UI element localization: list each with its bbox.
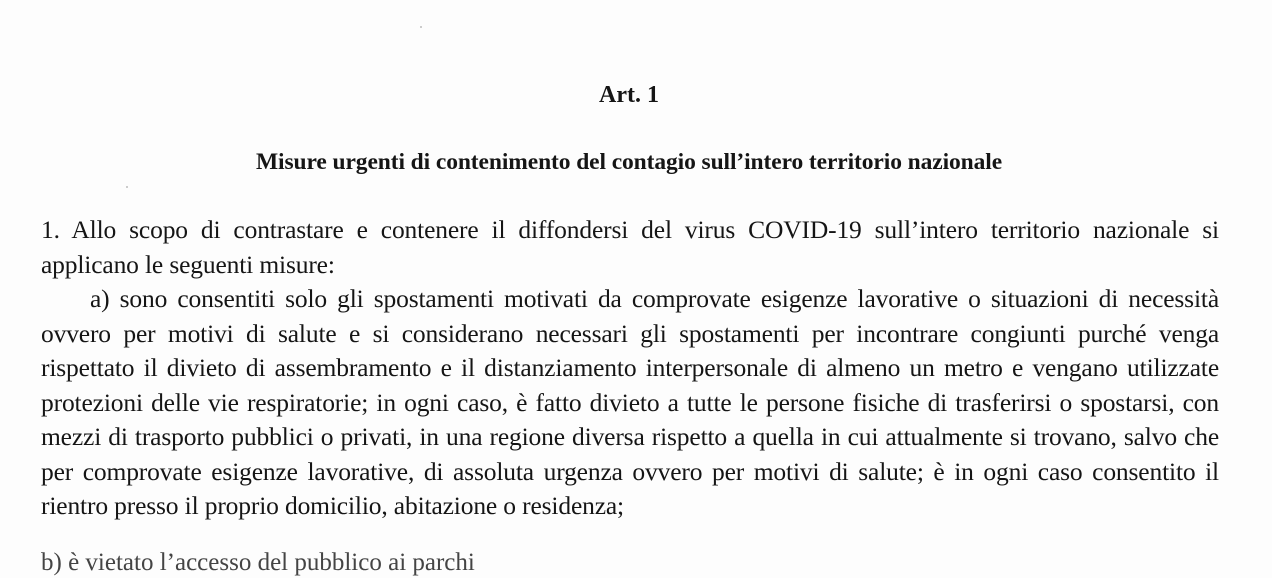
paragraph-1-item-a: a) sono consentiti solo gli spostamenti motivati da comprovate esigenze lavorative o situazioni di necessità ovvero per motivi di salute e si considerano necessari gli spostamenti per incontrare congiunti purché venga rispettato il divieto di assembramento e il distanziamento interpersonale di almeno un metro e vengano utilizzate protezioni delle vie respiratorie; in ogni caso, è fatto divieto a tutte le persone fisiche di trasferirsi o spostarsi, con mezzi di trasporto pubblici o privati, in una regione diversa rispetto a quella in cui attualmente si trovano, salvo che per comprovate esigenze lavorative, di assoluta urgenza ovvero per motivi di salute; è in ogni caso consentito il rientro presso il proprio domicilio, abitazione o residenza;	[41, 284, 1219, 520]
article-subtitle: Misure urgenti di contenimento del contagio sull’intero territorio nazionale	[255, 149, 1003, 175]
scan-speck	[420, 26, 422, 28]
article-body	[41, 213, 1219, 524]
article-title: Art. 1	[599, 82, 659, 108]
paragraph-1-intro: 1. Allo scopo di contrastare e contenere il diffondersi del virus COVID-19 sull’intero territorio nazionale si applicano le seguenti misure:	[41, 215, 1219, 279]
scan-speck	[126, 186, 128, 188]
paragraph-1-item-b-cut: b) è vietato l’accesso del pubblico ai parchi	[41, 549, 475, 576]
